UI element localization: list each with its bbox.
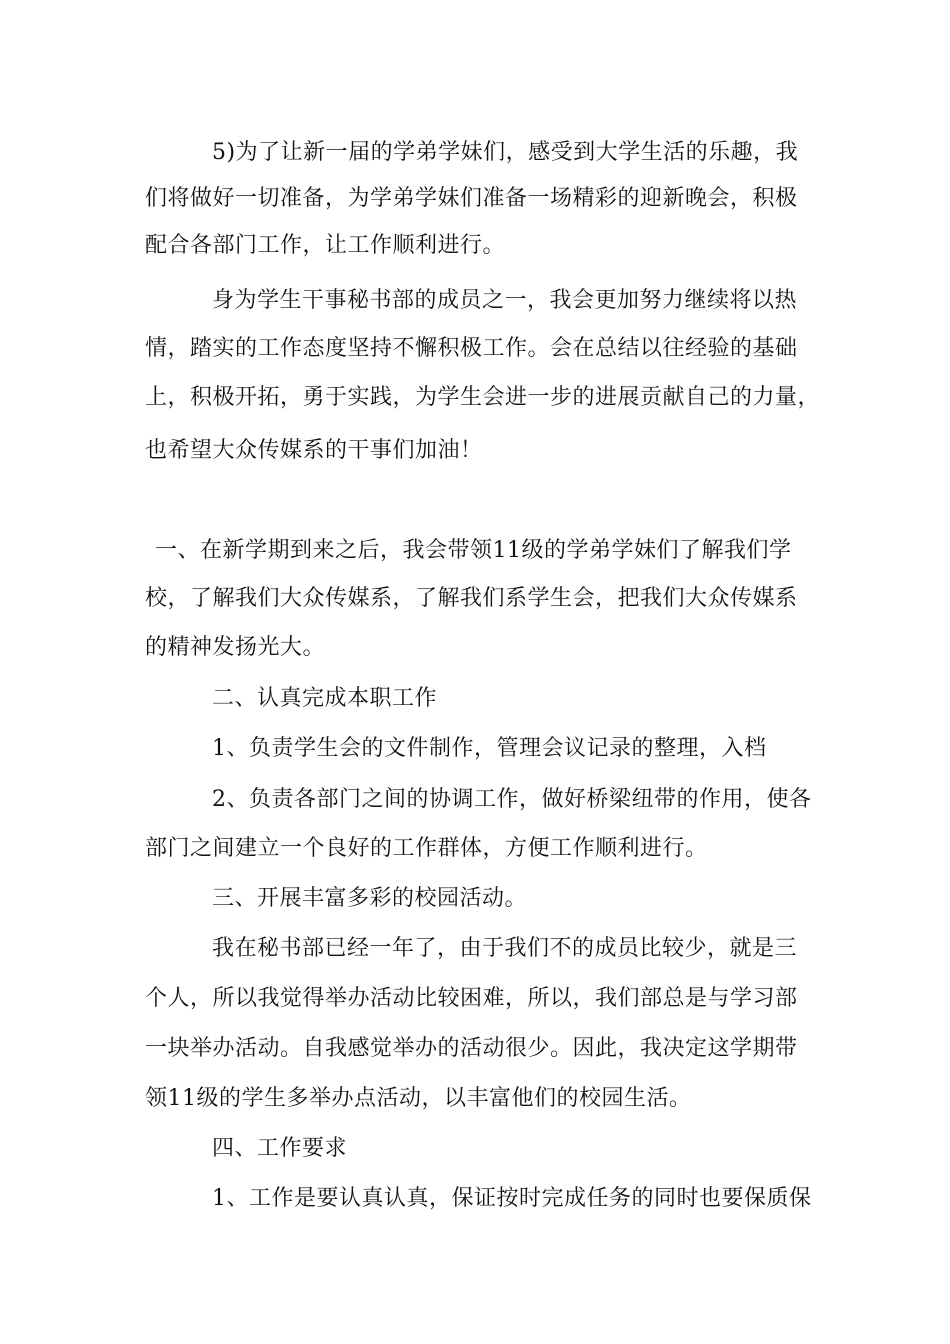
item-1-text: 1、负责学生会的文件制作，管理会议记录的整理，入档 xyxy=(212,736,767,761)
item-2-line-2: 部门之间建立一个良好的工作群体，方便工作顺利进行。 xyxy=(145,836,708,861)
section-3-line-3: 一块举办活动。自我感觉举办的活动很少。因此，我决定这学期带 xyxy=(145,1036,798,1061)
section-2-heading: 二、认真完成本职工作 xyxy=(212,686,438,711)
section-3-line-2: 个人，所以我觉得举办活动比较困难，所以，我们部总是与学习部 xyxy=(145,986,798,1011)
section-3-line-4: 领11级的学生多举办点活动，以丰富他们的校园生活。 xyxy=(145,1086,692,1111)
section-3-line-1: 我在秘书部已经一年了，由于我们不的成员比较少，就是三 xyxy=(212,936,798,961)
section-1-line-1: 一、在新学期到来之后，我会带领11级的学弟学妹们了解我们学 xyxy=(155,538,792,563)
paragraph-member-line-3: 上，积极开拓，勇于实践，为学生会进一步的进展贡献自己的力量， xyxy=(145,385,821,410)
paragraph-5-line-3: 配合各部门工作，让工作顺利进行。 xyxy=(145,233,506,258)
paragraph-5-line-2: 们将做好一切准备，为学弟学妹们准备一场精彩的迎新晚会，积极 xyxy=(145,186,798,211)
paragraph-5-line-1: 5)为了让新一届的学弟学妹们，感受到大学生活的乐趣，我 xyxy=(212,140,799,165)
paragraph-member-line-2: 情，踏实的工作态度坚持不懈积极工作。会在总结以往经验的基础 xyxy=(145,336,798,361)
item-2-line-1: 2、负责各部门之间的协调工作，做好桥梁纽带的作用，使各 xyxy=(212,787,812,812)
section-4-item-1-line-1: 1、工作是要认真认真，保证按时完成任务的同时也要保质保 xyxy=(212,1186,812,1211)
paragraph-member-line-1: 身为学生干事秘书部的成员之一，我会更加努力继续将以热 xyxy=(212,288,798,313)
paragraph-member-line-4: 也希望大众传媒系的干事们加油！ xyxy=(145,438,483,463)
section-3-heading: 三、开展丰富多彩的校园活动。 xyxy=(212,886,528,911)
section-1-line-2: 校，了解我们大众传媒系，了解我们系学生会，把我们大众传媒系 xyxy=(145,586,798,611)
section-1-line-3: 的精神发扬光大。 xyxy=(145,635,326,660)
section-4-heading: 四、工作要求 xyxy=(212,1136,348,1161)
